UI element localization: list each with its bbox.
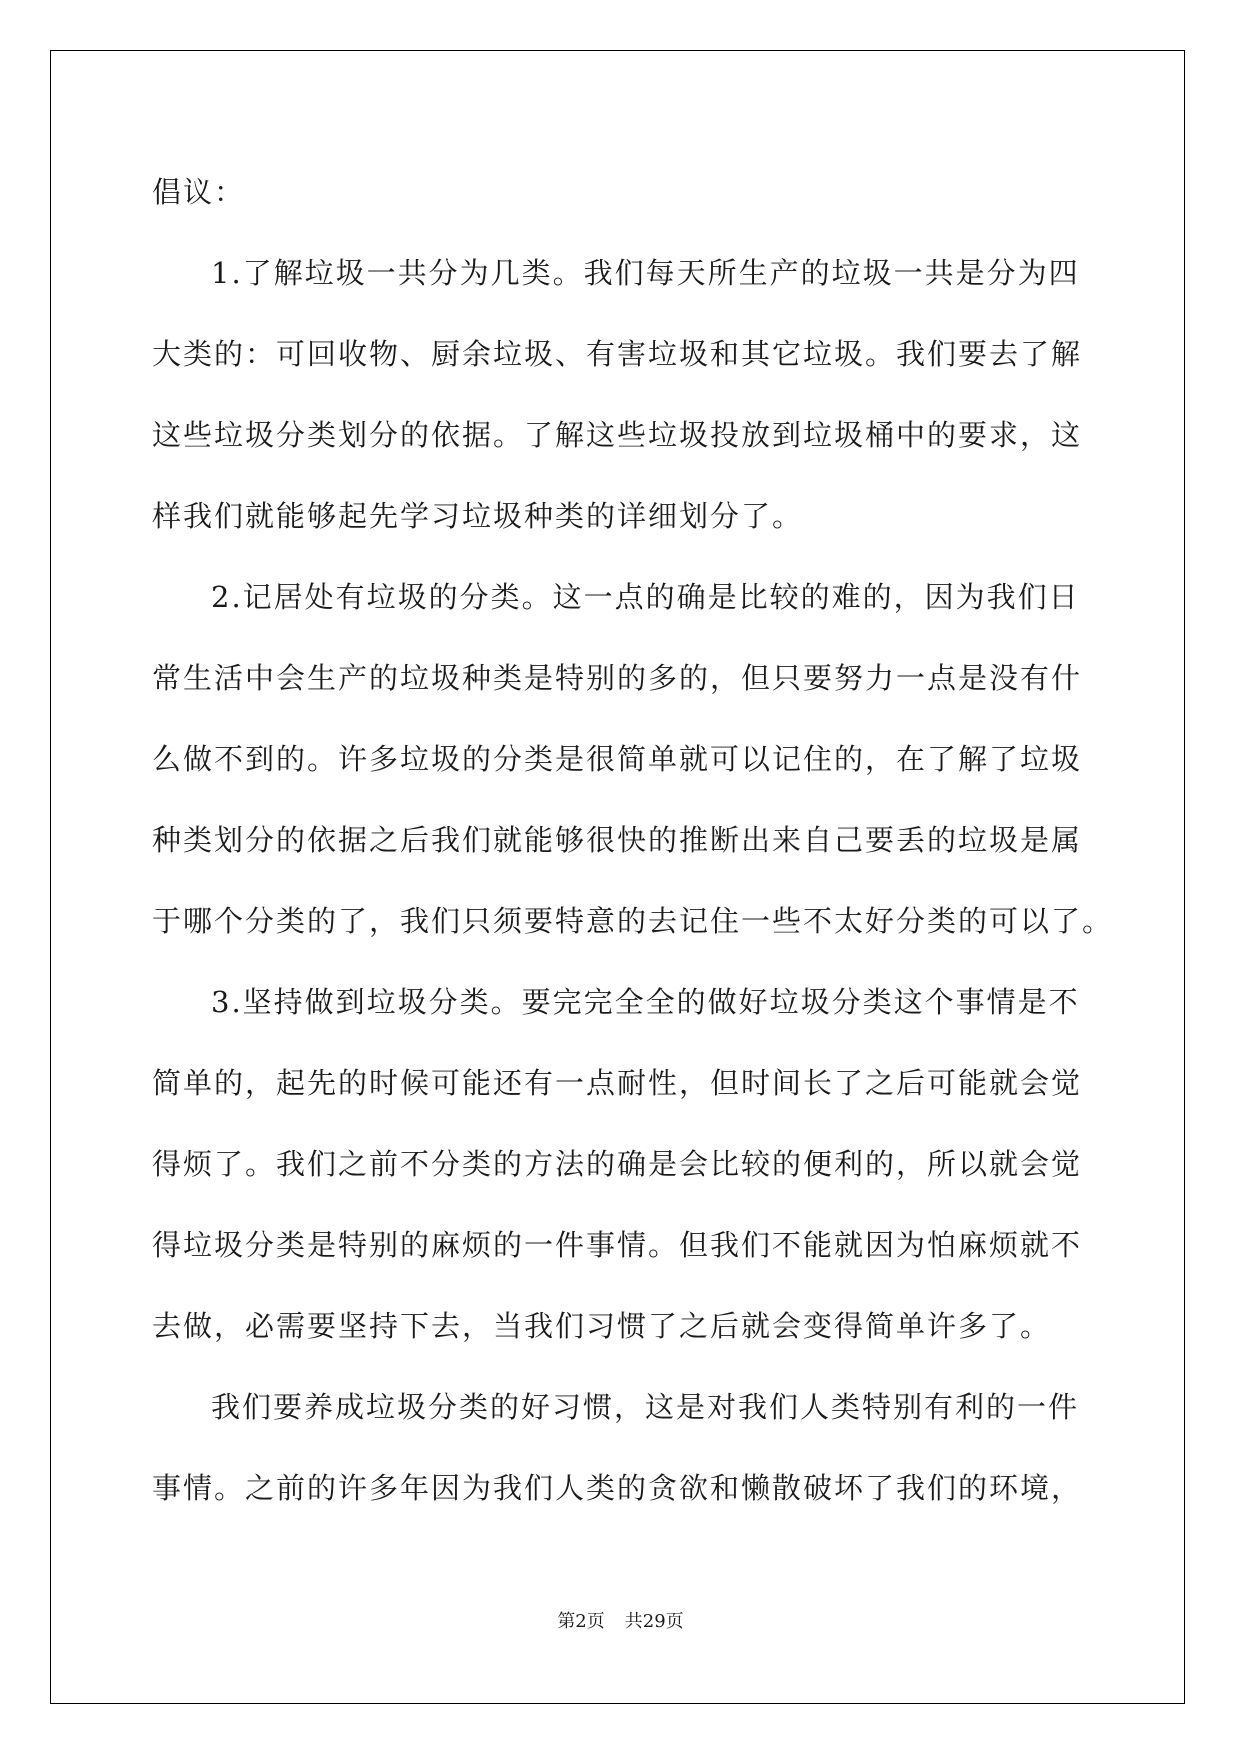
paragraph-line: 么做不到的。许多垃圾的分类是很简单就可以记住的，在了解了垃圾 (152, 742, 1083, 776)
paragraph-line: 这些垃圾分类划分的依据。了解这些垃圾投放到垃圾桶中的要求，这 (152, 418, 1083, 452)
paragraph-line: 样我们就能够起先学习垃圾种类的详细划分了。 (152, 499, 804, 533)
paragraph-line: 2.记居处有垃圾的分类。这一点的确是比较的难的，因为我们日 (211, 580, 1080, 614)
paragraph-line: 事情。之前的许多年因为我们人类的贪欲和懒散破坏了我们的环境， (152, 1471, 1083, 1505)
heading: 倡议： (152, 175, 246, 209)
paragraph-line: 去做，必需要坚持下去，当我们习惯了之后就会变得简单许多了。 (152, 1309, 1052, 1343)
page-total: 共29页 (624, 1611, 684, 1632)
paragraph-line: 大类的：可回收物、厨余垃圾、有害垃圾和其它垃圾。我们要去了解 (152, 337, 1083, 371)
paragraph-line: 种类划分的依据之后我们就能够很快的推断出来自己要丢的垃圾是属 (152, 823, 1083, 857)
paragraph-line: 于哪个分类的了，我们只须要特意的去记住一些不太好分类的可以了。 (152, 904, 1114, 938)
paragraph-line: 1.了解垃圾一共分为几类。我们每天所生产的垃圾一共是分为四 (211, 256, 1080, 290)
paragraph-line: 常生活中会生产的垃圾种类是特别的多的，但只要努力一点是没有什 (152, 661, 1083, 695)
page-number: 第2页 (557, 1611, 605, 1632)
paragraph-line: 我们要养成垃圾分类的好习惯，这是对我们人类特别有利的一件 (211, 1390, 1080, 1424)
paragraph-line: 3.坚持做到垃圾分类。要完完全全的做好垃圾分类这个事情是不 (211, 985, 1080, 1019)
paragraph-line: 得垃圾分类是特别的麻烦的一件事情。但我们不能就因为怕麻烦就不 (152, 1228, 1083, 1262)
document-body (152, 152, 1114, 1529)
paragraph-line: 简单的，起先的时候可能还有一点耐性，但时间长了之后可能就会觉 (152, 1066, 1083, 1100)
page-footer (0, 1610, 1241, 1634)
paragraph-line: 得烦了。我们之前不分类的方法的确是会比较的便利的，所以就会觉 (152, 1147, 1083, 1181)
